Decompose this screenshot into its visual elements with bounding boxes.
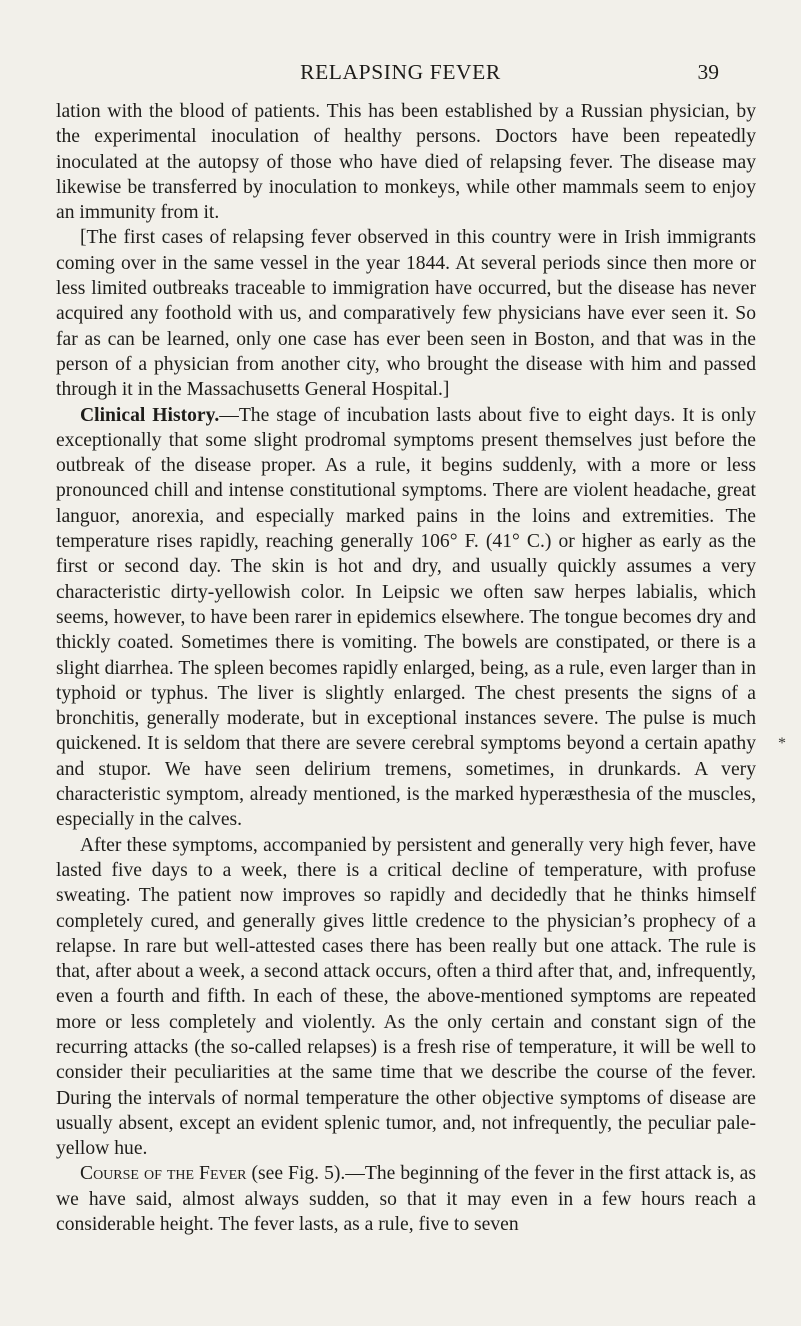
course-of-fever-text: (see Fig. 5).—The beginning of the fever in the first attack is, as we have said, almost always sudden, so that it may even in a few hours reach a considerable height. The fever lasts, as a rule, five to seven bbox=[56, 1163, 756, 1236]
page-header bbox=[0, 60, 801, 90]
paragraph-continuation: lation with the blood of patients. This has been established by a Russian physician, by the experimental inoculation of healthy persons. Doctors have been repeatedly inoculated at the autopsy of those who have died of relapsing fever. The disease may likewise be transferred by inoculation to monkeys, while other mammals seem to enjoy an immunity from it. bbox=[56, 101, 756, 224]
paragraph-course-of-fever bbox=[56, 1161, 756, 1237]
paragraph-after-symptoms: After these symptoms, accompanied by persistent and generally very high fever, have lasted five days to a week, there is a critical decline of temperature, with profuse sweating. The patient now improves so rapidly and decidedly that he thinks himself completely cured, and generally gives little credence to the physician’s prophecy of a relapse. In rare but well-attested cases there has been really but one attack. The rule is that, after about a week, a second attack occurs, often a third after that, and, infrequently, even a fourth and fifth. In each of these, the above-mentioned symptoms are repeated more or less completely and violently. As the only certain and constant sign of the recurring attacks (the so-called relapses) is a fresh rise of temperature, it will be well to consider their peculiarities at the same time that we describe the course of the fever. During the intervals of normal temperature the other objective symptoms of disease are usually absent, except an evident splenic tumor, and, not infrequently, the peculiar pale-yellow hue. bbox=[56, 834, 756, 1160]
page-number: 39 bbox=[697, 60, 719, 84]
body-text bbox=[56, 99, 756, 1237]
paragraph-editor-note: [The first cases of relapsing fever observed in this country were in Irish immigrants coming over in the same vessel in the year 1844. At several periods since then more or less limited outbreaks traceable to immigration have occurred, but the disease has never acquired any foothold with us, and comparatively few physicians have ever seen it. So far as can be learned, only one case has ever been seen in Boston, and that was in the person of a physician from another city, who brought the disease with him and passed through it in the Massachusetts General Hospital.] bbox=[56, 227, 756, 401]
paragraph-clinical-history bbox=[56, 403, 756, 833]
section-heading-clinical-history: Clinical History. bbox=[80, 404, 220, 426]
running-head: RELAPSING FEVER bbox=[300, 60, 501, 84]
section-heading-course-of-fever: Course of the Fever bbox=[80, 1163, 247, 1185]
margin-mark: * bbox=[778, 735, 786, 752]
clinical-history-text: —The stage of incubation lasts about five to eight days. It is only exceptionally that some slight prodromal symptoms present themselves just before the outbreak of the disease proper. As a rule, it begins suddenly, with a more or less pronounced chill and intense constitutional symptoms. There are violent headache, great languor, anorexia, and especially marked pains in the loins and extremities. The temperature rises rapidly, reaching generally 106° F. (41° C.) or higher as early as the first or second day. The skin is hot and dry, and usually quickly assumes a very characteristic dirty-yellowish color. In Leipsic we often saw herpes labialis, which seems, however, to have been rarer in epidemics elsewhere. The tongue becomes dry and thickly coated. Sometimes there is vomiting. The bowels are constipated, or there is a slight diarrhea. The spleen becomes rapidly enlarged, being, as a rule, even larger than in typhoid or typhus. The liver is slightly enlarged. The chest presents the signs of a bronchitis, generally moderate, but in exceptional instances severe. The pulse is much quickened. It is seldom that there are severe cerebral symptoms beyond a certain apathy and stupor. We have seen delirium tremens, sometimes, in drunkards. A very characteristic symptom, already mentioned, is the marked hyperæsthesia of the muscles, especially in the calves. bbox=[56, 404, 756, 831]
